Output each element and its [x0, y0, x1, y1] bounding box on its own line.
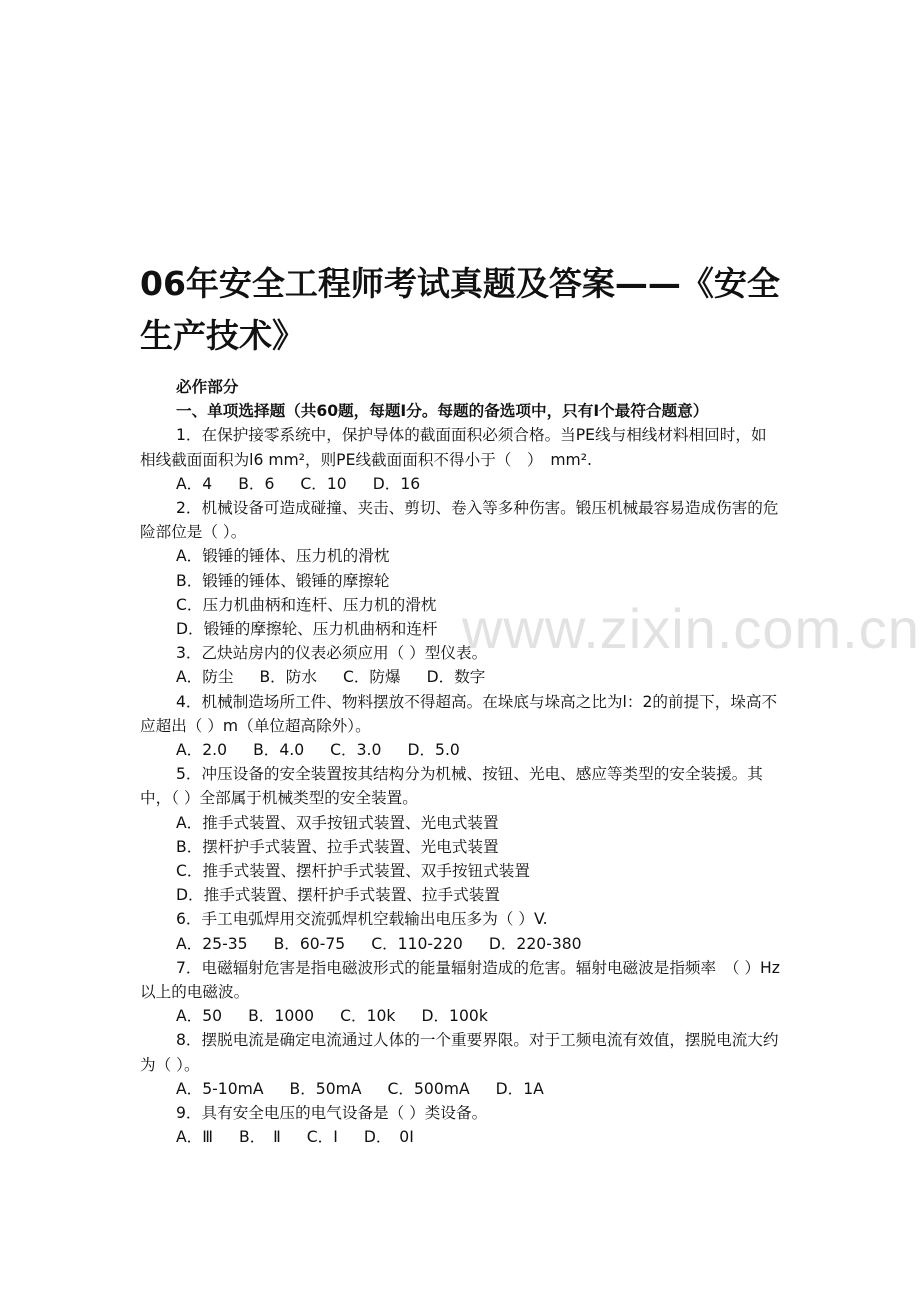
question-stem: 4．机械制造场所工件、物料摆放不得超高。在垛底与垛高之比为l：2的前提下，垛高不应超出（ ）m（单位超高除外）。 — [140, 692, 778, 735]
question-options-row — [140, 1125, 780, 1149]
option: C．110-220 — [371, 934, 463, 953]
option: B． Ⅱ — [239, 1128, 281, 1147]
option: A．2.0 — [176, 741, 228, 760]
option: A．锻锤的锤体、压力机的滑枕 — [176, 547, 390, 566]
question-options-row — [140, 738, 780, 762]
question-options-row — [140, 1077, 780, 1101]
question-stem: 3．乙炔站房内的仪表必须应用（ ）型仪表。 — [176, 644, 488, 663]
option: B．50mA — [289, 1079, 362, 1098]
option: B．60-75 — [273, 934, 346, 953]
option: A．5-10mA — [176, 1079, 264, 1098]
question-stem: 2．机械设备可造成碰撞、夹击、剪切、卷入等多种伤害。锻压机械最容易造成伤害的危险部位是（ ）。 — [140, 499, 779, 542]
part-heading: 一、单项选择题（共60题，每题I分。每题的备选项中，只有I个最符合题意） — [176, 402, 709, 421]
option: B．摆杆护手式装置、拉手式装置、光电式装置 — [176, 837, 499, 856]
option: A．Ⅲ — [176, 1128, 214, 1147]
question-stem: 1．在保护接零系统中，保护导体的截面面积必须合格。当PE线与相线材料相回时，如相线截面面积为l6 mm²，则PE线截面面积不得小于（ ） mm². — [140, 426, 767, 469]
option: C．防爆 — [342, 668, 401, 687]
option: A．4 — [176, 474, 213, 493]
option: B．4.0 — [253, 741, 305, 760]
question-options-row — [140, 932, 780, 956]
question-stem: 7．电磁辐射危害是指电磁波形式的能量辐射造成的危害。辐射电磁波是指频率 （ ）Hz以上的电磁波。 — [140, 958, 780, 1002]
section-label: 必作部分 — [176, 378, 239, 396]
option: B．1000 — [248, 1007, 315, 1026]
option: C．10 — [300, 474, 347, 493]
question-stem: 8．摆脱电流是确定电流通过人体的一个重要界限。对于工频电流有效值，摆脱电流大约为（ ）。 — [140, 1031, 779, 1074]
option: D．数字 — [426, 668, 486, 687]
option: C．压力机曲柄和连杆、压力机的滑枕 — [176, 595, 437, 614]
option: D．1A — [495, 1079, 544, 1098]
option: D．16 — [372, 474, 421, 493]
option: C．推手式装置、摆杆护手式装置、双手按钮式装置 — [176, 862, 530, 881]
document-body — [140, 375, 780, 1150]
question-options-row — [140, 1004, 780, 1028]
option: A．50 — [176, 1007, 223, 1026]
option: C．3.0 — [330, 741, 382, 760]
option: A．防尘 — [176, 668, 234, 687]
option: D．锻锤的摩擦轮、压力机曲柄和连杆 — [176, 620, 438, 639]
option: A．推手式装置、双手按钮式装置、光电式装置 — [176, 813, 499, 832]
option: D．220-380 — [488, 934, 582, 953]
option: C．10k — [340, 1007, 396, 1026]
option: B．防水 — [259, 668, 317, 687]
option: B．锻锤的锤体、锻锤的摩擦轮 — [176, 571, 390, 590]
question-options-row — [140, 665, 780, 689]
watermark: www.zixin.com.cn — [462, 597, 920, 660]
question-options-row — [140, 472, 780, 496]
option: C．500mA — [387, 1079, 470, 1098]
option: C．I — [306, 1128, 338, 1147]
option: D．5.0 — [407, 741, 460, 760]
document-title: 06年安全工程师考试真题及答案——《安全生产技术》 — [140, 264, 780, 355]
option: B．6 — [238, 474, 275, 493]
question-stem: 6．手工电弧焊用交流弧焊机空载输出电压多为（ ）V. — [176, 910, 548, 929]
option: D．推手式装置、摆杆护手式装置、拉手式装置 — [176, 886, 500, 905]
option: D． 0I — [363, 1128, 414, 1147]
option: D．100k — [421, 1007, 488, 1026]
question-stem: 9．具有安全电压的电气设备是（ ）类设备。 — [176, 1104, 488, 1123]
option: A．25-35 — [176, 934, 248, 953]
question-stem: 5．冲压设备的安全装置按其结构分为机械、按钮、光电、感应等类型的安全装援。其中，（ ）全部属于机械类型的安全装置。 — [140, 765, 763, 808]
